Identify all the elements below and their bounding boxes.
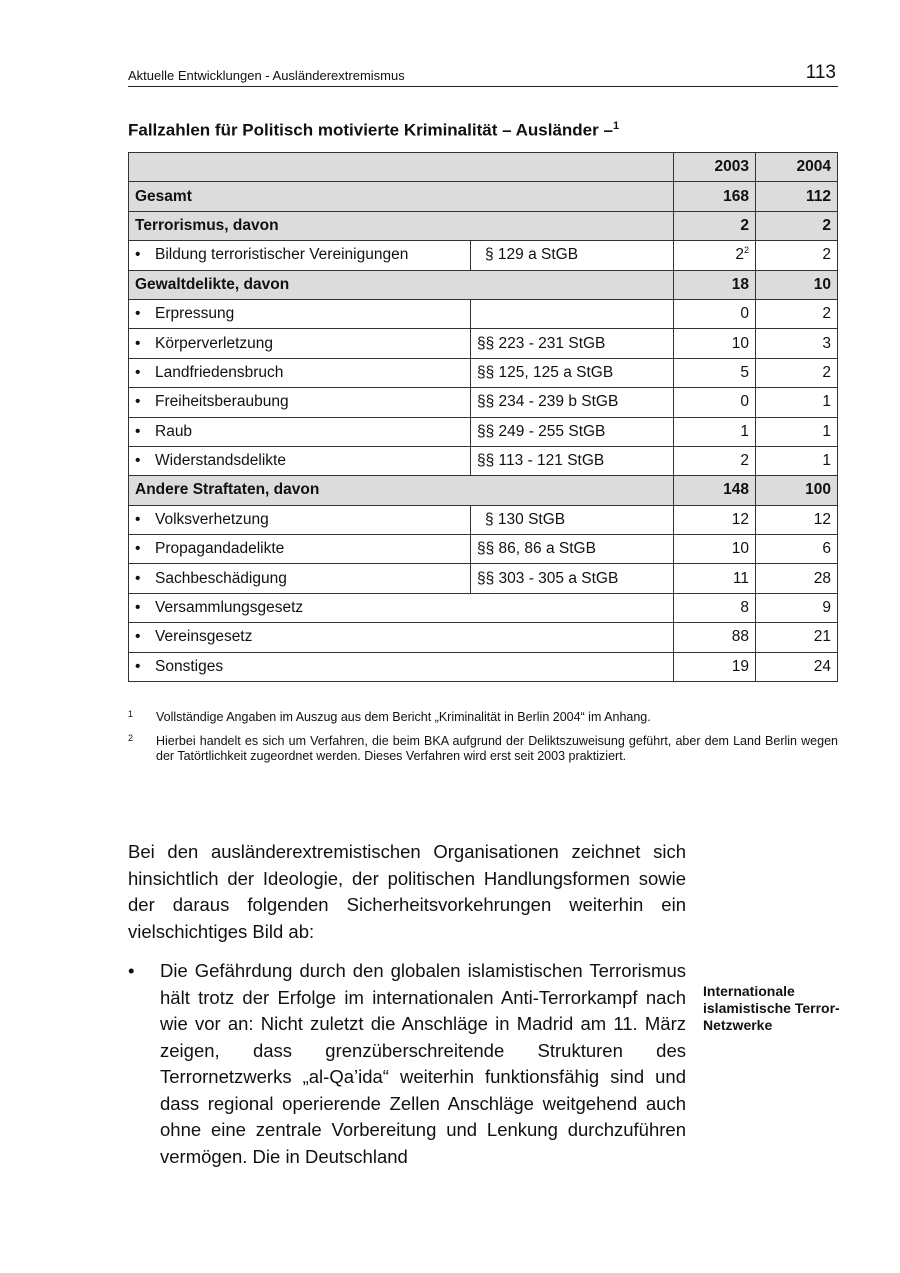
header-section-title: Aktuelle Entwicklungen - Ausländerextremismus — [128, 68, 405, 83]
law-reference: §§ 113 - 121 StGB — [471, 446, 674, 475]
footnotes — [128, 710, 838, 773]
offense-cell — [129, 564, 471, 593]
group-label: Andere Straftaten, davon — [129, 476, 674, 505]
offense-cell — [129, 329, 471, 358]
value-2003 — [674, 388, 756, 417]
value-2003-text: 10 — [731, 540, 749, 558]
value-2003 — [674, 329, 756, 358]
offense-label: Erpressung — [155, 305, 235, 323]
group-row — [129, 211, 838, 240]
law-reference: §§ 234 - 239 b StGB — [471, 388, 674, 417]
group-value-2004: 100 — [756, 476, 838, 505]
law-reference: § 129 a StGB — [471, 241, 674, 270]
total-row — [129, 182, 838, 211]
offense-label: Volksverhetzung — [155, 510, 269, 528]
offense-label: Sachbeschädigung — [155, 569, 287, 587]
bullet-icon: • — [135, 599, 141, 617]
law-reference: §§ 249 - 255 StGB — [471, 417, 674, 446]
value-2003-text: 19 — [731, 657, 749, 675]
value-2003 — [674, 564, 756, 593]
margin-note: Internationale islamistische Terror-Netzwerke — [703, 983, 840, 1033]
footnote-number: 2 — [128, 733, 134, 743]
value-2003 — [674, 593, 756, 622]
table-body — [129, 153, 838, 682]
group-label: Gewaltdelikte, davon — [129, 270, 674, 299]
value-2003 — [674, 623, 756, 652]
value-2003-text: 1 — [740, 422, 749, 440]
total-2004: 112 — [756, 182, 838, 211]
footnote-text: Vollständige Angaben im Auszug aus dem Bericht „Kriminalität in Berlin 2004“ im Anhang. — [156, 710, 651, 724]
offense-cell — [129, 241, 471, 270]
group-row — [129, 476, 838, 505]
table-row — [129, 446, 838, 475]
value-2003-text: 12 — [731, 510, 749, 528]
table-title — [128, 120, 619, 141]
bullet-icon: • — [135, 510, 141, 528]
bullet-icon: • — [135, 452, 141, 470]
year-header-2004: 2004 — [756, 153, 838, 182]
footnote-number: 1 — [128, 709, 134, 719]
law-reference — [471, 299, 674, 328]
crime-statistics-table — [128, 152, 838, 682]
table-row — [129, 535, 838, 564]
table-row — [129, 329, 838, 358]
value-2004: 24 — [756, 652, 838, 681]
value-2004: 3 — [756, 329, 838, 358]
year-header-2003: 2003 — [674, 153, 756, 182]
offense-cell — [129, 623, 674, 652]
value-2003-text: 11 — [732, 569, 749, 587]
value-2003-text: 0 — [740, 305, 749, 323]
offense-label: Widerstandsdelikte — [155, 452, 286, 470]
value-2003 — [674, 535, 756, 564]
offense-label: Körperverletzung — [155, 334, 274, 352]
table-row — [129, 652, 838, 681]
group-value-2003: 2 — [674, 211, 756, 240]
table-row — [129, 623, 838, 652]
table-title-text: Fallzahlen für Politisch motivierte Kriminalität – Ausländer – — [128, 120, 613, 140]
group-value-2004: 10 — [756, 270, 838, 299]
value-2003 — [674, 652, 756, 681]
value-2003 — [674, 446, 756, 475]
year-header-row — [129, 153, 838, 182]
value-2003-text: 0 — [740, 393, 749, 411]
offense-label: Raub — [155, 422, 193, 440]
group-value-2003: 18 — [674, 270, 756, 299]
law-reference: §§ 86, 86 a StGB — [471, 535, 674, 564]
bullet-icon: • — [135, 422, 141, 440]
offense-cell — [129, 535, 471, 564]
bullet-icon: • — [128, 960, 135, 981]
value-2004: 1 — [756, 446, 838, 475]
value-2003 — [674, 299, 756, 328]
law-reference: § 130 StGB — [471, 505, 674, 534]
offense-label: Freiheitsberaubung — [155, 393, 289, 411]
value-2003 — [674, 505, 756, 534]
table-row — [129, 564, 838, 593]
value-2004: 1 — [756, 417, 838, 446]
bullet-icon: • — [135, 657, 141, 675]
bullet-icon: • — [135, 540, 141, 558]
bullet-icon: • — [135, 628, 141, 646]
value-2004: 9 — [756, 593, 838, 622]
running-header — [128, 62, 838, 87]
table-row — [129, 417, 838, 446]
law-reference: §§ 303 - 305 a StGB — [471, 564, 674, 593]
footnote-ref: 2 — [743, 245, 749, 256]
bullet-icon: • — [135, 569, 141, 587]
table-row — [129, 505, 838, 534]
footnote-2 — [128, 734, 838, 764]
table-row — [129, 593, 838, 622]
header-blank-cell — [129, 153, 674, 182]
footnote-text: Hierbei handelt es sich um Verfahren, die beim BKA aufgrund der Deliktszuweisung geführt, aber dem Land Berlin wegen der Tatörtlichkeit zugeordnet werden. Dieses Verfahren wird erst seit 2003 praktiziert. — [156, 734, 838, 763]
table-title-footnote-ref: 1 — [612, 120, 620, 132]
total-2003: 168 — [674, 182, 756, 211]
table-row — [129, 388, 838, 417]
value-2004: 28 — [756, 564, 838, 593]
value-2003-text: 5 — [740, 363, 749, 381]
group-row — [129, 270, 838, 299]
value-2004: 2 — [756, 241, 838, 270]
group-label: Terrorismus, davon — [129, 211, 674, 240]
offense-cell — [129, 358, 471, 387]
value-2004: 6 — [756, 535, 838, 564]
offense-label: Bildung terroristischer Vereinigungen — [155, 246, 409, 264]
offense-cell — [129, 446, 471, 475]
offense-cell — [129, 388, 471, 417]
value-2003-text: 2 — [740, 452, 749, 470]
value-2004: 2 — [756, 358, 838, 387]
group-value-2004: 2 — [756, 211, 838, 240]
offense-label: Sonstiges — [155, 657, 224, 675]
value-2003-text: 10 — [731, 334, 749, 352]
bullet-icon: • — [135, 334, 141, 352]
value-2004: 12 — [756, 505, 838, 534]
value-2003-text: 2 — [735, 246, 744, 264]
table-row — [129, 299, 838, 328]
offense-cell — [129, 593, 674, 622]
offense-cell — [129, 299, 471, 328]
value-2004: 2 — [756, 299, 838, 328]
law-reference: §§ 223 - 231 StGB — [471, 329, 674, 358]
bullet-paragraph — [128, 958, 686, 1170]
law-reference: §§ 125, 125 a StGB — [471, 358, 674, 387]
value-2003-text: 8 — [740, 599, 749, 617]
page-number: 113 — [805, 62, 836, 83]
table-row — [129, 358, 838, 387]
value-2003 — [674, 358, 756, 387]
footnote-1 — [128, 710, 838, 725]
bullet-icon: • — [135, 393, 141, 411]
offense-cell — [129, 652, 674, 681]
value-2004: 21 — [756, 623, 838, 652]
offense-label: Propagandadelikte — [155, 540, 285, 558]
value-2003-text: 88 — [731, 628, 749, 646]
bullet-icon: • — [135, 363, 141, 381]
offense-cell — [129, 417, 471, 446]
intro-paragraph: Bei den ausländerextremistischen Organisationen zeichnet sich hinsichtlich der Ideologie, der politischen Handlungsformen sowie der daraus folgenden Sicherheitsvorkehrungen weiterhin ein vielschichtiges Bild ab: — [128, 841, 686, 942]
bullet-paragraph-text: Die Gefährdung durch den globalen islamistischen Terrorismus hält trotz der Erfolge im internationalen Anti-Terrorkampf nach wie vor an: Nicht zuletzt die Anschläge in Madrid am 11. März zeigen, dass grenzüberschreitende Strukturen des Terrornetzwerks „al-Qa’ida“ weiterhin funktionsfähig sind und dass regional operierende Zellen Anschläge weitgehend auch ohne eine zentrale Vorbereitung und Lenkung durchzuführen vermögen. Die in Deutschland — [160, 960, 686, 1167]
value-2004: 1 — [756, 388, 838, 417]
group-value-2003: 148 — [674, 476, 756, 505]
offense-label: Versammlungsgesetz — [155, 599, 304, 617]
bullet-icon: • — [135, 305, 141, 323]
offense-label: Vereinsgesetz — [155, 628, 253, 646]
table-row — [129, 241, 838, 270]
total-label: Gesamt — [129, 182, 674, 211]
bullet-icon: • — [135, 246, 141, 264]
value-2003 — [674, 417, 756, 446]
offense-label: Landfriedensbruch — [155, 363, 284, 381]
value-2003 — [674, 241, 756, 270]
offense-cell — [129, 505, 471, 534]
